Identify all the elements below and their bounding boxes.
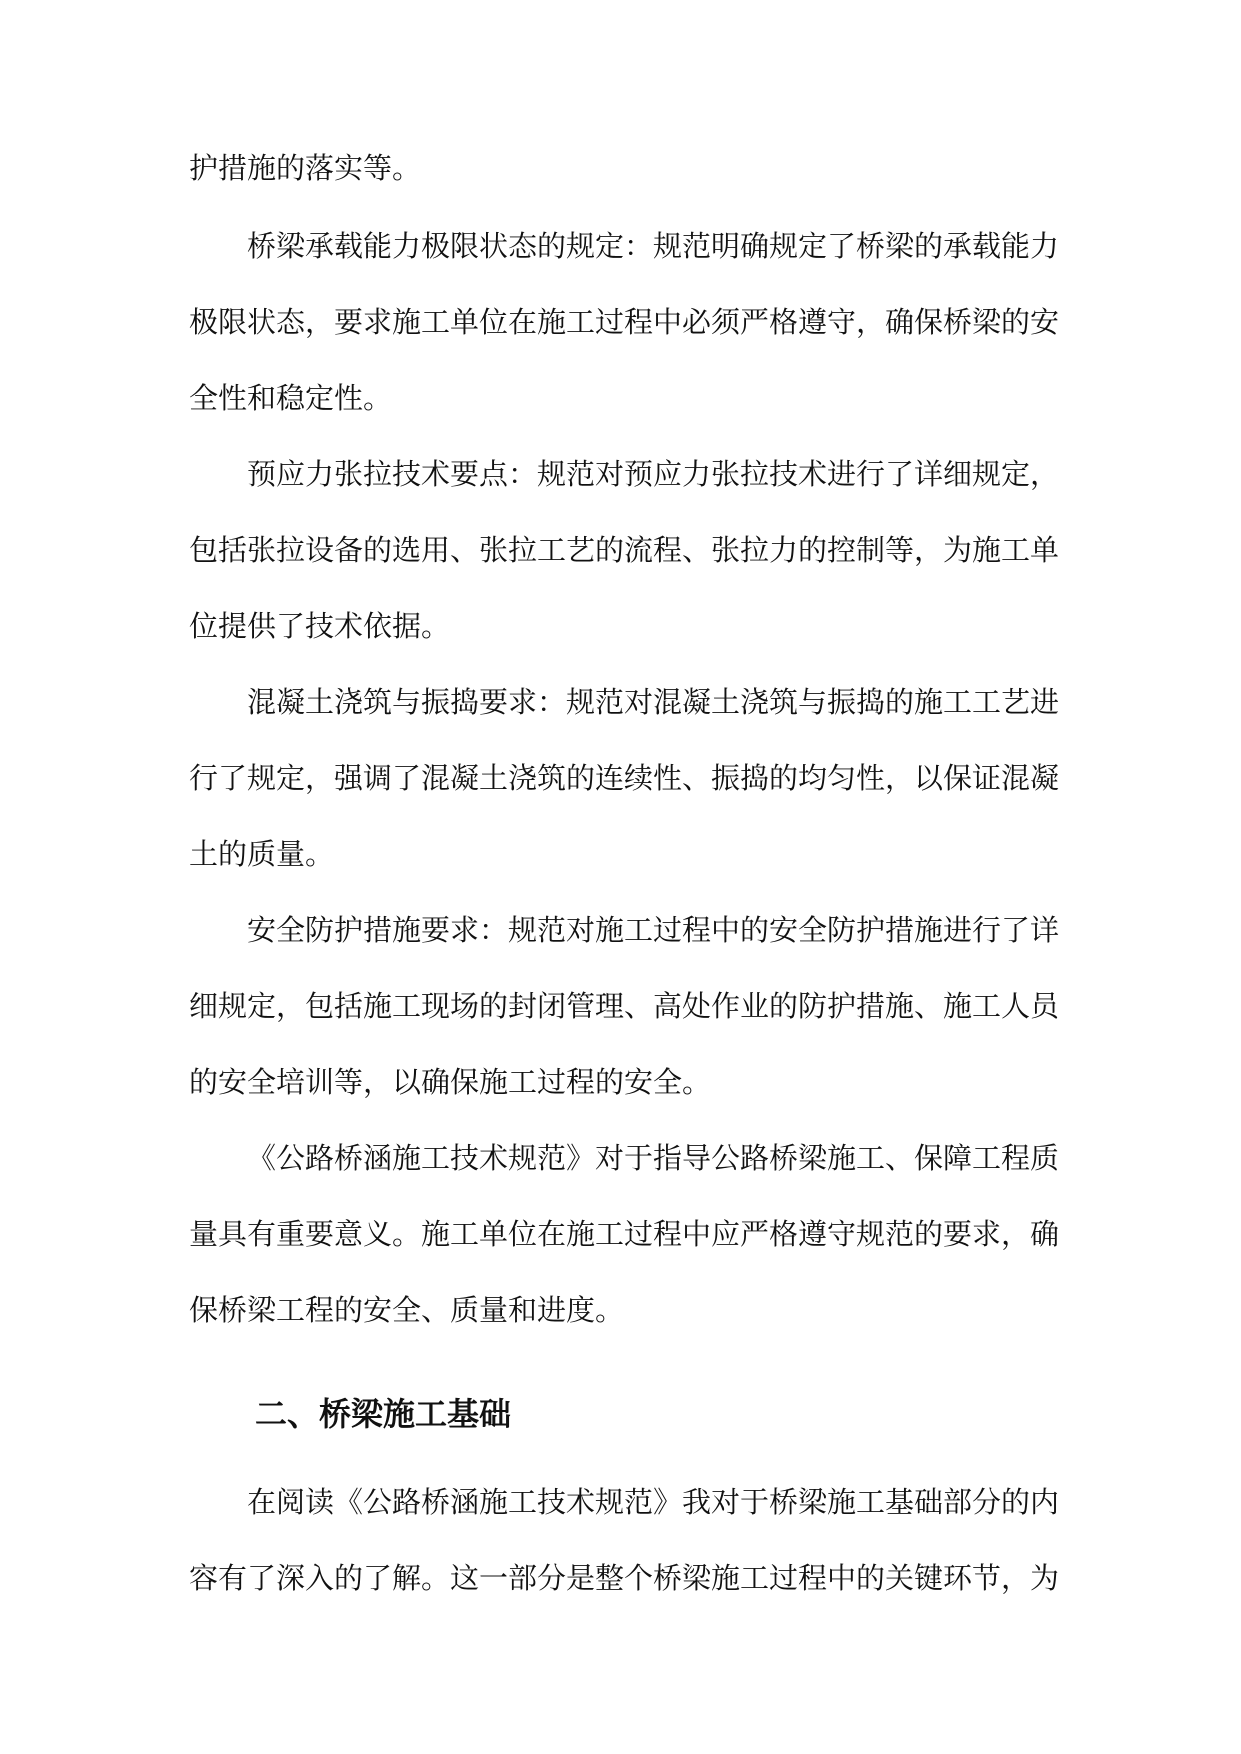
paragraph-line: 预应力张拉技术要点：规范对预应力张拉技术进行了详细规定， [247,457,1060,491]
paragraph-line: 保桥梁工程的安全、质量和进度。 [189,1293,625,1327]
paragraph-line: 混凝土浇筑与振捣要求：规范对混凝土浇筑与振捣的施工工艺进 [247,685,1060,719]
paragraph-line: 在阅读《公路桥涵施工技术规范》我对于桥梁施工基础部分的内 [247,1485,1060,1519]
paragraph-line: 量具有重要意义。施工单位在施工过程中应严格遵守规范的要求，确 [189,1217,1060,1251]
section-heading: 二、桥梁施工基础 [255,1395,512,1433]
paragraph-line: 细规定，包括施工现场的封闭管理、高处作业的防护措施、施工人员 [189,989,1060,1023]
paragraph-line: 《公路桥涵施工技术规范》对于指导公路桥梁施工、保障工程质 [247,1141,1060,1175]
paragraph-line: 的安全培训等，以确保施工过程的安全。 [189,1065,712,1099]
paragraph-line: 行了规定，强调了混凝土浇筑的连续性、振捣的均匀性，以保证混凝 [189,761,1060,795]
paragraph-line: 极限状态，要求施工单位在施工过程中必须严格遵守，确保桥梁的安 [189,305,1060,339]
paragraph-line: 土的质量。 [189,837,335,871]
paragraph-line: 护措施的落实等。 [189,151,422,185]
paragraph-line: 位提供了技术依据。 [189,609,451,643]
paragraph-line: 容有了深入的了解。这一部分是整个桥梁施工过程中的关键环节，为 [189,1561,1060,1595]
paragraph-line: 桥梁承载能力极限状态的规定：规范明确规定了桥梁的承载能力 [247,229,1060,263]
paragraph-line: 安全防护措施要求：规范对施工过程中的安全防护措施进行了详 [247,913,1060,947]
paragraph-line: 包括张拉设备的选用、张拉工艺的流程、张拉力的控制等，为施工单 [189,533,1060,567]
paragraph-line: 全性和稳定性。 [189,381,393,415]
